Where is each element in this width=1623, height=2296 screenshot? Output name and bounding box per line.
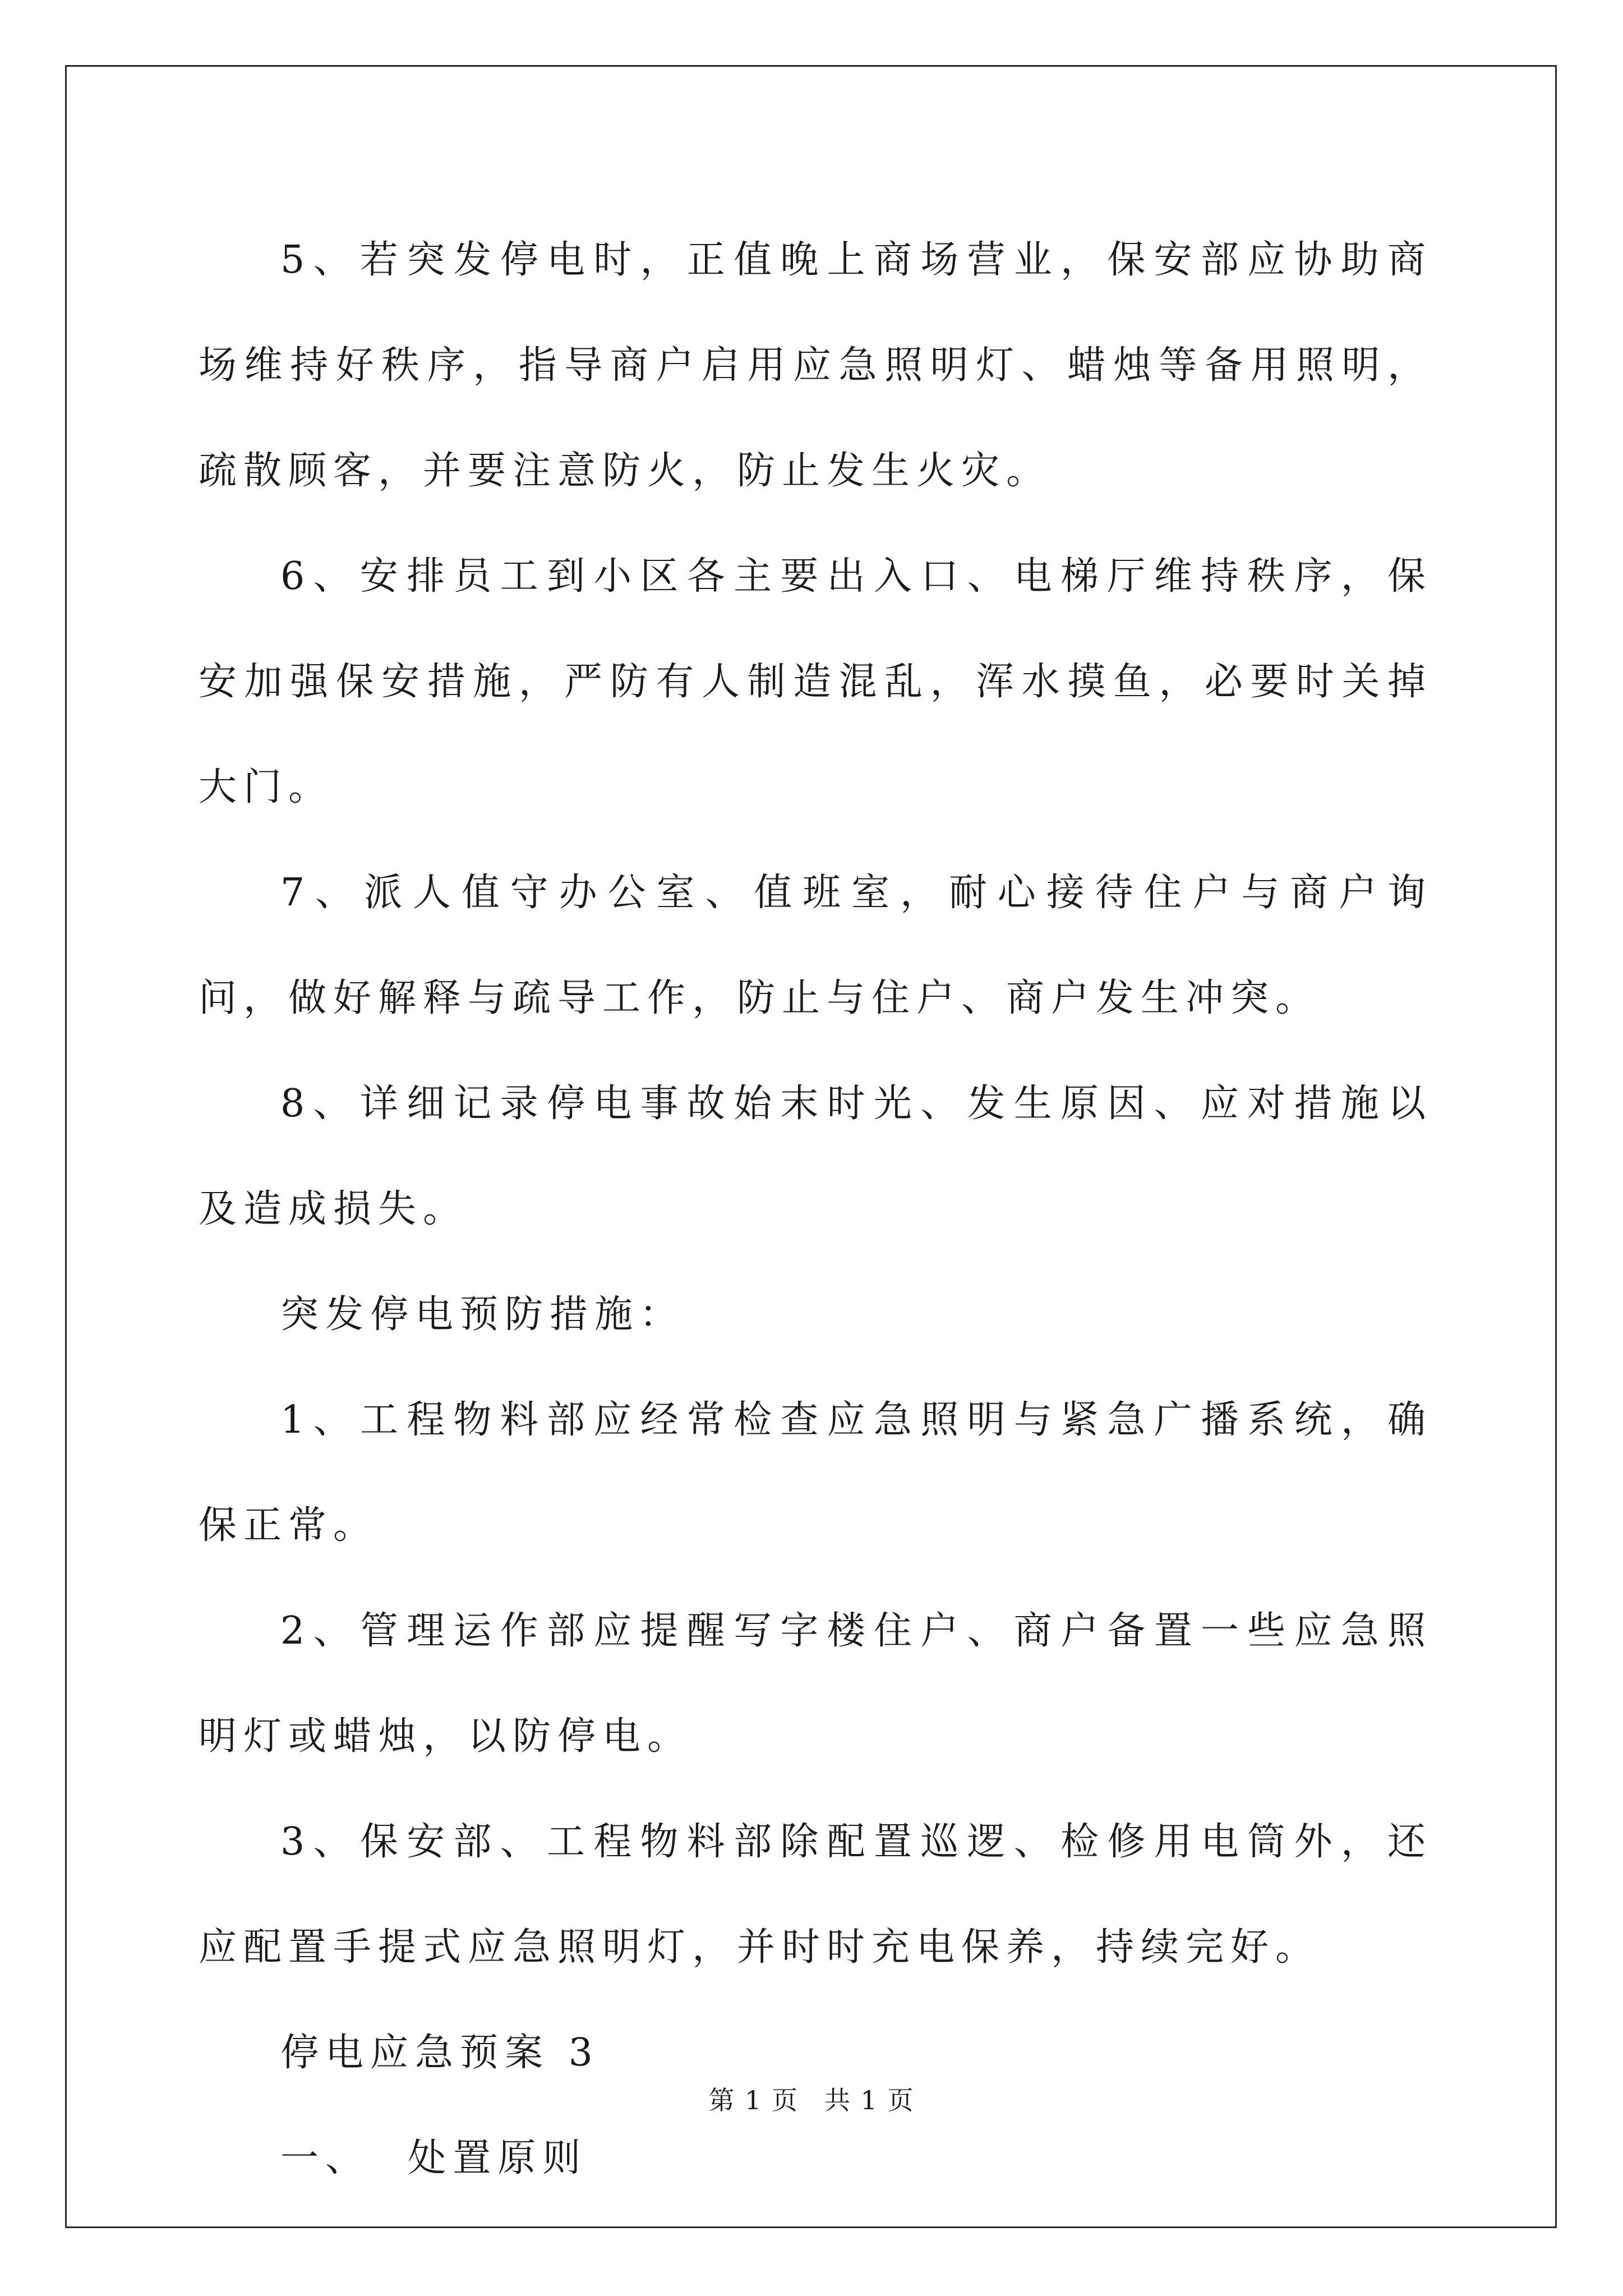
paragraph-prevention-3: 3、保安部、工程物料部除配置巡逻、检修用电筒外，还应配置手提式应急照明灯，并时时充电保养，持续完好。 (199, 1820, 1432, 1970)
paragraph-item-5: 5、若突发停电时，正值晚上商场营业，保安部应协助商场维持好秩序，指导商户启用应急照明灯、蜡烛等备用照明，疏散顾客，并要注意防火，防止发生火灾。 (199, 238, 1432, 493)
section-heading-prevention: 突发停电预防措施： (280, 1292, 685, 1337)
paragraph-prevention-1: 1、工程物料部应经常检查应急照明与紧急广播系统，确保正常。 (199, 1398, 1432, 1548)
section-title-plan-3: 停电应急预案 3 (280, 2031, 600, 2075)
page-total: 共 1 页 (824, 2085, 915, 2115)
section-heading-principles: 一、 处置原则 (280, 2136, 588, 2180)
paragraph-prevention-2: 2、管理运作部应提醒写字楼住户、商户备置一些应急照明灯或蜡烛，以防停电。 (199, 1609, 1432, 1759)
document-body (199, 208, 1432, 2211)
paragraph-item-7: 7、派人值守办公室、值班室，耐心接待住户与商户询问，做好解释与疏导工作，防止与住户、商户发生冲突。 (199, 871, 1432, 1020)
paragraph-item-6: 6、安排员工到小区各主要出入口、电梯厅维持秩序，保安加强保安措施，严防有人制造混乱，浑水摸鱼，必要时关掉大门。 (199, 554, 1432, 809)
page-footer (0, 2080, 1623, 2117)
page-number: 第 1 页 (708, 2085, 799, 2115)
paragraph-item-8: 8、详细记录停电事故始末时光、发生原因、应对措施以及造成损失。 (199, 1082, 1432, 1231)
